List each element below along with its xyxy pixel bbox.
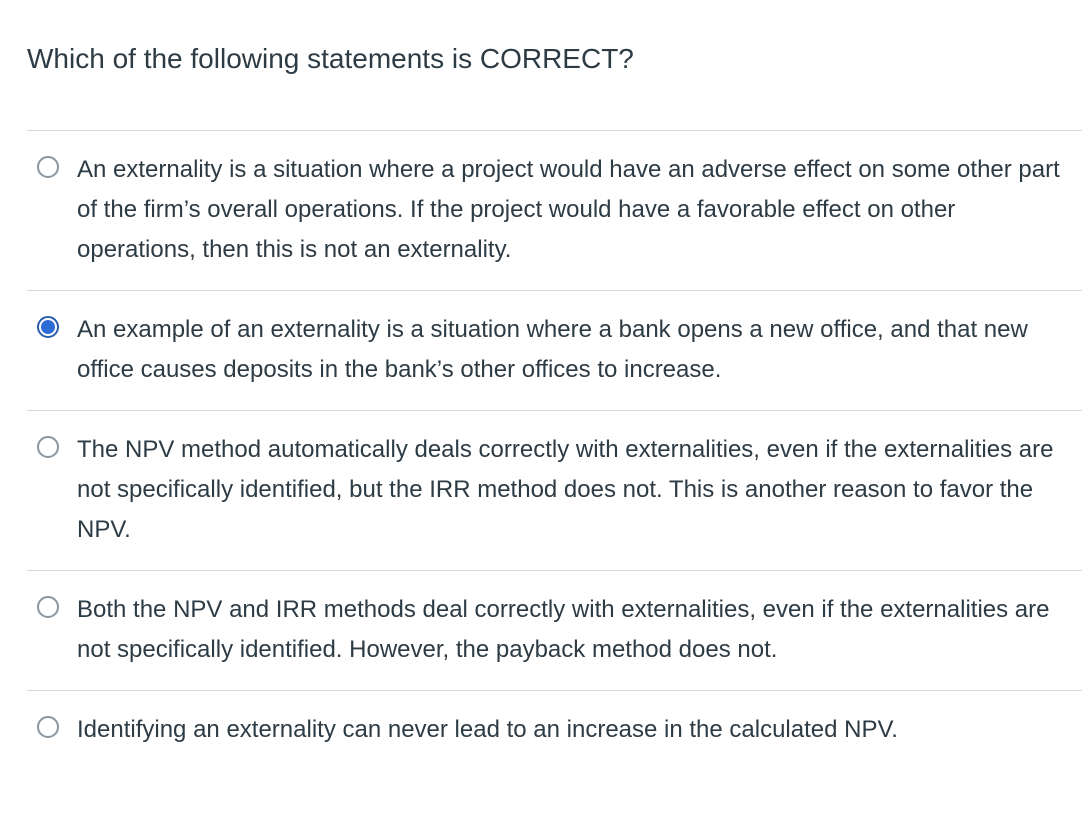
radio-button-icon[interactable]: [37, 156, 59, 178]
radio-button-icon[interactable]: [37, 316, 59, 338]
radio-button-icon[interactable]: [37, 716, 59, 738]
radio-button-icon[interactable]: [37, 596, 59, 618]
answer-option-3[interactable]: [27, 410, 1082, 570]
answer-label[interactable]: An externality is a situation where a project would have an adverse effect on some other part of the firm’s overall operations. If the project would have a favorable effect on other operations, then this is not an externality.: [77, 156, 1060, 263]
answer-label[interactable]: An example of an externality is a situation where a bank opens a new office, and that new office causes deposits in the bank’s other offices to increase.: [77, 316, 1028, 383]
answer-option-2[interactable]: [27, 290, 1082, 410]
answer-label[interactable]: The NPV method automatically deals correctly with externalities, even if the externalities are not specifically identified, but the IRR method does not. This is another reason to favor the NPV.: [77, 436, 1054, 543]
answer-list: [27, 130, 1082, 770]
answer-option-4[interactable]: [27, 570, 1082, 690]
answer-option-1[interactable]: [27, 130, 1082, 290]
answer-option-5[interactable]: [27, 690, 1082, 770]
radio-button-icon[interactable]: [37, 436, 59, 458]
answer-label[interactable]: Identifying an externality can never lead to an increase in the calculated NPV.: [77, 716, 898, 743]
answer-label[interactable]: Both the NPV and IRR methods deal correctly with externalities, even if the externalities are not specifically identified. However, the payback method does not.: [77, 596, 1050, 663]
question-text: Which of the following statements is CORRECT?: [27, 43, 634, 74]
